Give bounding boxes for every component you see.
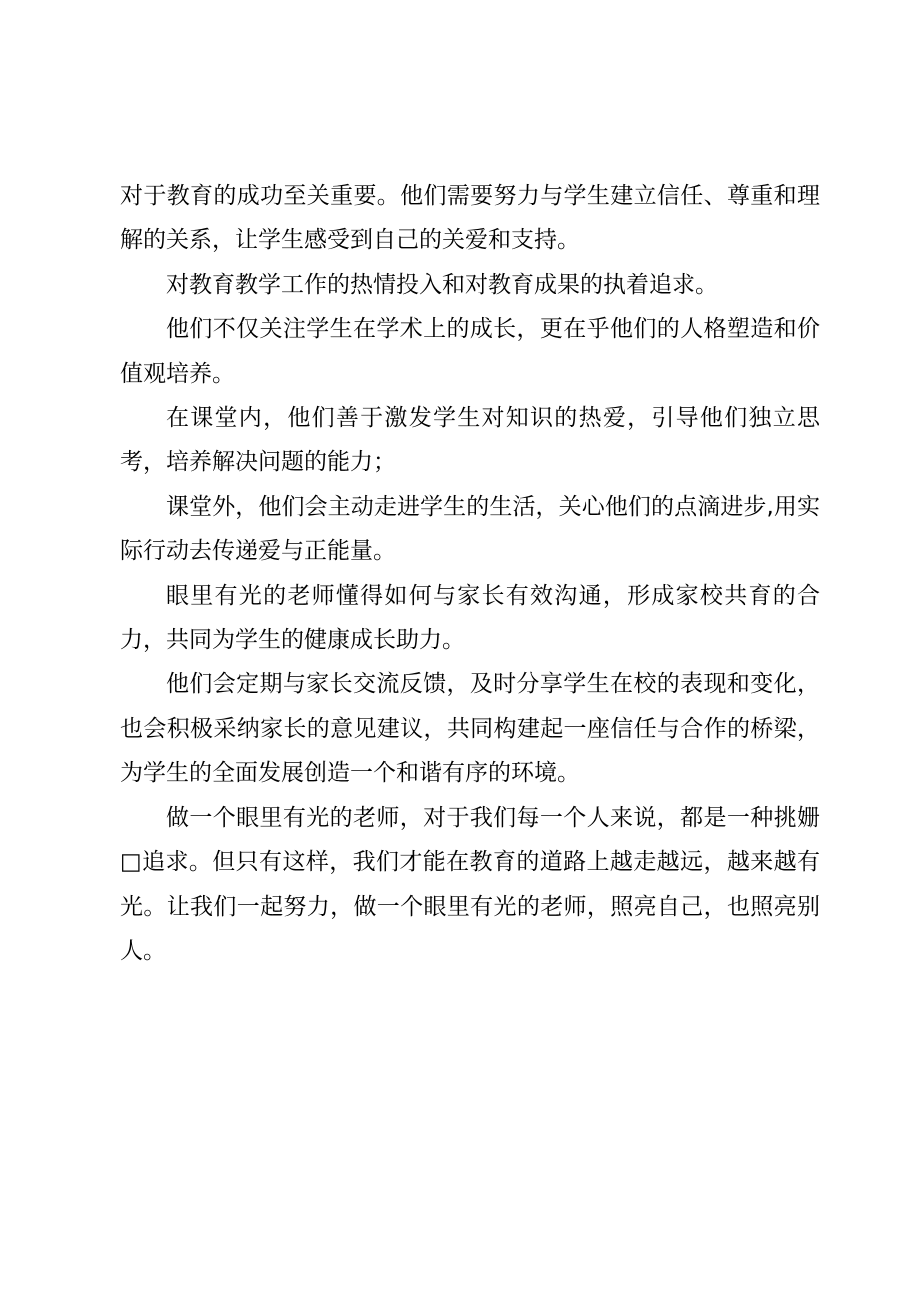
paragraph-5: 课堂外，他们会主动走进学生的生活，关心他们的点滴进步,用实际行动去传递爱与正能量。 (120, 493, 820, 565)
paragraph-7: 他们会定期与家长交流反馈，及时分享学生在校的表现和变化，也会积极采纳家长的意见建议，共同构建起一座信任与合作的桥梁，为学生的全面发展创造一个和谐有序的环境。 (120, 671, 820, 787)
paragraph-4: 在课堂内，他们善于激发学生对知识的热爱，引导他们独立思考，培养解决问题的能力； (120, 405, 820, 476)
paragraph-2: 对教育教学工作的热情投入和对教育成果的执着追求。 (166, 271, 718, 298)
paragraph-3: 他们不仅关注学生在学术上的成长，更在乎他们的人格塑造和价值观培养。 (120, 316, 820, 387)
paragraph-6: 眼里有光的老师懂得如何与家长有效沟通，形成家校共育的合力，共同为学生的健康成长助力。 (120, 582, 820, 654)
body-text (120, 174, 820, 973)
paragraph-8: 做一个眼里有光的老师，对于我们每一个人来说，都是一种挑姗□追求。但只有这样，我们才能在教育的道路上越走越远，越来越有光。让我们一起努力，做一个眼里有光的老师，照亮自己，也照亮别人。 (120, 804, 820, 964)
paragraph-1: 对于教育的成功至关重要。他们需要努力与学生建立信任、尊重和理解的关系，让学生感受到自己的关爱和支持。 (120, 183, 820, 254)
